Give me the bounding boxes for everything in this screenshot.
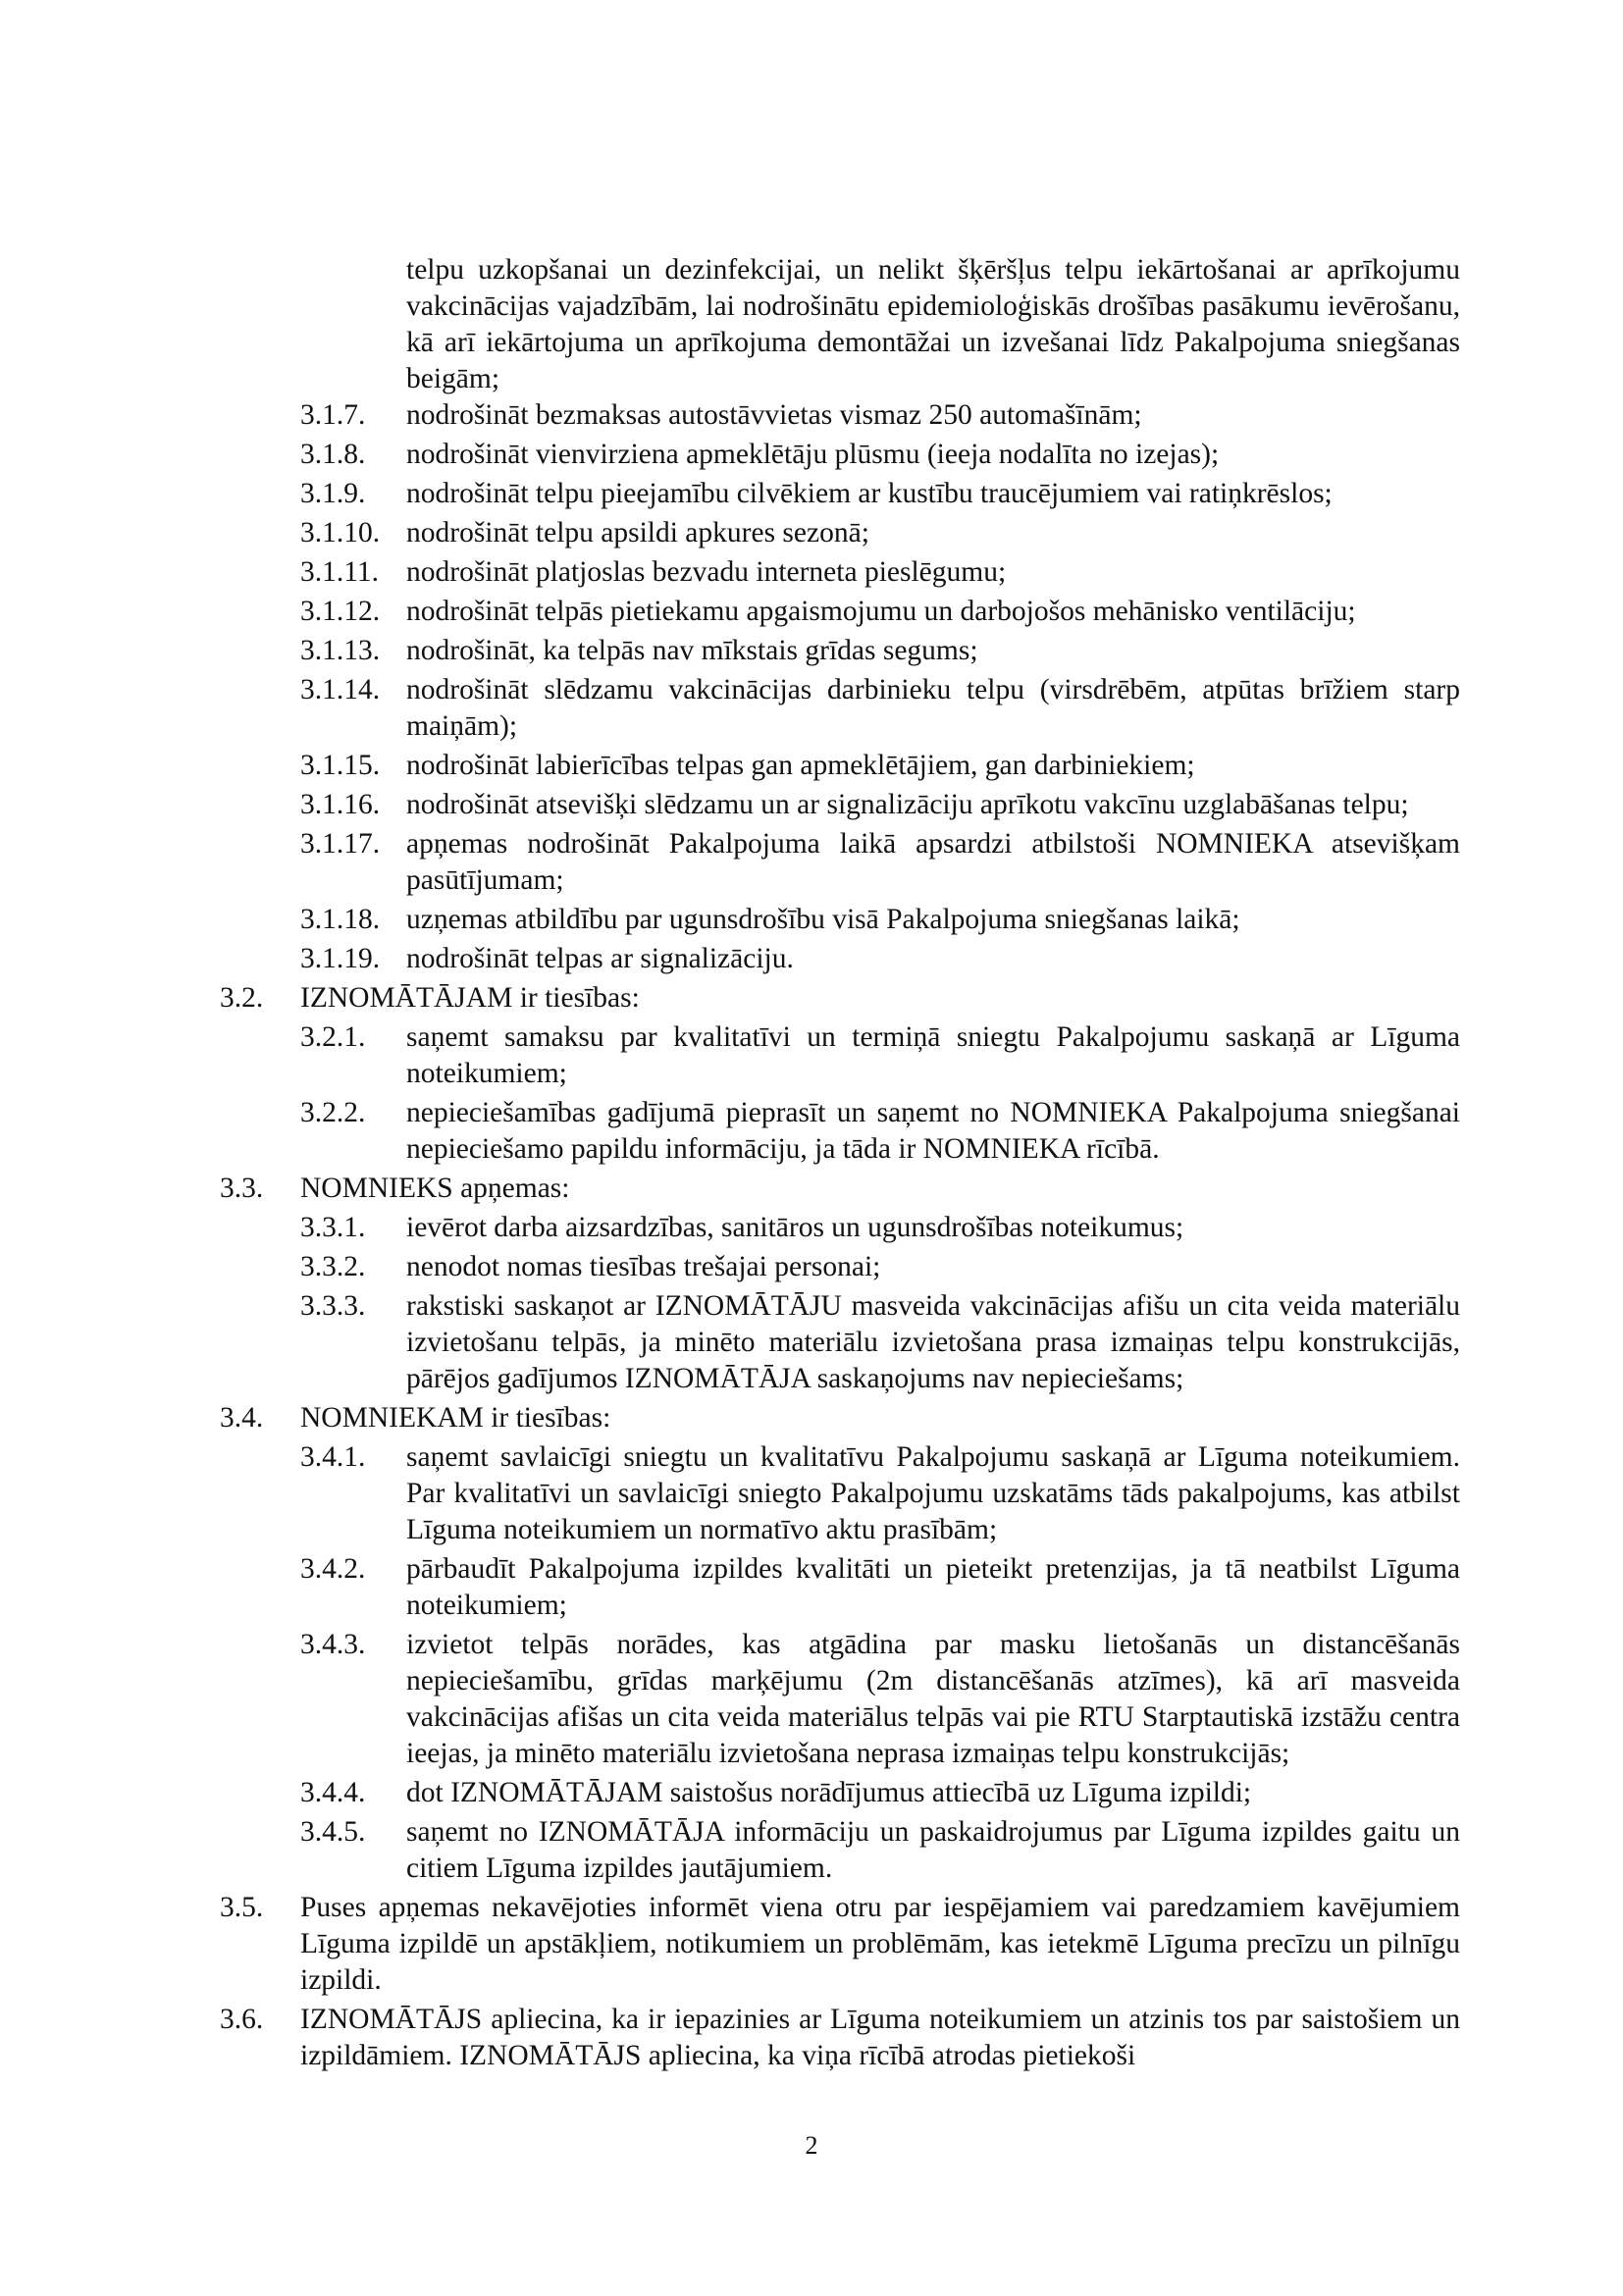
clause-item bbox=[220, 1890, 1460, 1999]
clause-item bbox=[220, 515, 1460, 551]
clause-item bbox=[220, 941, 1460, 977]
clause-number: 3.1.16. bbox=[300, 789, 381, 820]
clause-number: 3.1.8. bbox=[300, 439, 366, 470]
clause-item bbox=[220, 1171, 1460, 1207]
clause-text: pārbaudīt Pakalpojuma izpildes kvalitāti un pieteikt pretenzijas, ja tā neatbilst Līguma noteikumiem; bbox=[406, 1553, 1460, 1621]
clause-number: 3.5. bbox=[220, 1892, 264, 1923]
page-number: 2 bbox=[805, 2131, 818, 2160]
clause-item bbox=[220, 633, 1460, 669]
clause-number: 3.4. bbox=[220, 1402, 264, 1434]
clause-text: IZNOMĀTĀJS apliecina, ka ir iepazinies ar Līguma noteikumiem un atzinis tos par saistošiem un izpildāmiem. IZNOMĀTĀJS apliecina, ka viņa rīcībā atrodas pietiekoši bbox=[300, 2004, 1460, 2071]
clause-text: IZNOMĀTĀJAM ir tiesības: bbox=[300, 982, 640, 1014]
clause-text: nodrošināt telpās pietiekamu apgaismojumu un darbojošos mehānisko ventilāciju; bbox=[406, 596, 1356, 627]
clause-number: 3.1.13. bbox=[300, 635, 381, 666]
clause-text: saņemt no IZNOMĀTĀJA informāciju un paskaidrojumus par Līguma izpildes gaitu un citiem Līguma izpildes jautājumiem. bbox=[406, 1816, 1460, 1884]
clause-number: 3.1.17. bbox=[300, 828, 381, 860]
clause-text: nodrošināt slēdzamu vakcinācijas darbinieku telpu (virsdrēbēm, atpūtas brīžiem starp maiņām); bbox=[406, 674, 1460, 742]
clause-item bbox=[220, 1288, 1460, 1397]
clause-item bbox=[220, 476, 1460, 512]
clause-item bbox=[220, 1249, 1460, 1285]
clause-text: nodrošināt platjoslas bezvadu interneta pieslēgumu; bbox=[406, 556, 1007, 588]
clause-text: Puses apņemas nekavējoties informēt viena otru par iespējamiem vai paredzamiem kavējumiem Līguma izpildē un apstākļiem, notikumiem un problēmām, kas ietekmē Līguma precīzu un pilnīgu izpildi. bbox=[300, 1892, 1460, 1996]
clause-number: 3.3.1. bbox=[300, 1212, 366, 1243]
clause-number: 3.4.3. bbox=[300, 1629, 366, 1660]
clause-number: 3.1.19. bbox=[300, 943, 381, 974]
clause-number: 3.2.2. bbox=[300, 1097, 366, 1128]
clause-number: 3.1.11. bbox=[300, 556, 380, 588]
clause-item bbox=[220, 1814, 1460, 1887]
clause-text: saņemt samaksu par kvalitatīvi un termiņā sniegtu Pakalpojumu saskaņā ar Līguma noteikumiem; bbox=[406, 1021, 1460, 1089]
clause-text: nenodot nomas tiesības trešajai personai; bbox=[406, 1251, 881, 1282]
clause-text: apņemas nodrošināt Pakalpojuma laikā apsardzi atbilstoši NOMNIEKA atsevišķam pasūtījumam; bbox=[406, 828, 1460, 896]
clause-text: ievērot darba aizsardzības, sanitāros un ugunsdrošības noteikumus; bbox=[406, 1212, 1184, 1243]
clause-number: 3.4.5. bbox=[300, 1816, 366, 1848]
clause-item bbox=[220, 1775, 1460, 1811]
clause-item bbox=[220, 1095, 1460, 1168]
clause-item bbox=[220, 980, 1460, 1017]
clause-text: nodrošināt telpu pieejamību cilvēkiem ar kustību traucējumiem vai ratiņkrēslos; bbox=[406, 478, 1333, 509]
clause-item bbox=[220, 437, 1460, 473]
clause-text: saņemt savlaicīgi sniegtu un kvalitatīvu Pakalpojumu saskaņā ar Līguma noteikumiem. Par kvalitatīvi un savlaicīgi sniegto Pakalpojumu uzskatāms tāds pakalpojums, kas atbilst Līguma noteikumiem un normatīvo aktu prasībām; bbox=[406, 1441, 1460, 1545]
clause-item bbox=[220, 2002, 1460, 2074]
clause-number: 3.2.1. bbox=[300, 1021, 366, 1053]
clause-item bbox=[220, 902, 1460, 938]
clause-item bbox=[220, 826, 1460, 899]
clause-text: NOMNIEKS apņemas: bbox=[300, 1173, 570, 1204]
clause-text: nodrošināt atsevišķi slēdzamu un ar signalizāciju aprīkotu vakcīnu uzglabāšanas telpu; bbox=[406, 789, 1409, 820]
clause-number: 3.1.12. bbox=[300, 596, 381, 627]
clause-text: izvietot telpās norādes, kas atgādina par masku lietošanās un distancēšanās nepieciešamību, grīdas marķējumu (2m distancēšanās atzīmes), kā arī masveida vakcinācijas afišas un cita veida materiālus telpās vai pie RTU Starptautiskā izstāžu centra ieejas, ja minēto materiālu izvietošana neprasa izmaiņas telpu konstrukcijās; bbox=[406, 1629, 1460, 1769]
clause-number: 3.1.7. bbox=[300, 399, 366, 431]
clause-text: nodrošināt telpas ar signalizāciju. bbox=[406, 943, 794, 974]
clause-number: 3.1.10. bbox=[300, 517, 381, 548]
clause-text: nepieciešamības gadījumā pieprasīt un saņemt no NOMNIEKA Pakalpojuma sniegšanai nepieciešamo papildu informāciju, ja tāda ir NOMNIEKA rīcībā. bbox=[406, 1097, 1460, 1165]
clause-text: dot IZNOMĀTĀJAM saistošus norādījumus attiecībā uz Līguma izpildi; bbox=[406, 1777, 1252, 1808]
continuation-paragraph: telpu uzkopšanai un dezinfekcijai, un nelikt šķēršļus telpu iekārtošanai ar aprīkojumu vakcinācijas vajadzībām, lai nodrošinātu epidemioloģiskās drošības pasākumu ievērošanu, kā arī iekārtojuma un aprīkojuma demontāžai un izvešanai līdz Pakalpojuma sniegšanas beigām; bbox=[406, 254, 1460, 394]
clause-item bbox=[220, 594, 1460, 630]
clause-item bbox=[220, 1019, 1460, 1092]
clause-item bbox=[220, 748, 1460, 784]
clause-text: nodrošināt labierīcības telpas gan apmeklētājiem, gan darbiniekiem; bbox=[406, 750, 1195, 781]
clause-item bbox=[220, 1210, 1460, 1246]
clause-text: nodrošināt telpu apsildi apkures sezonā; bbox=[406, 517, 869, 548]
clause-item bbox=[220, 1439, 1460, 1548]
clause-item bbox=[220, 397, 1460, 434]
clause-number: 3.3. bbox=[220, 1173, 264, 1204]
clause-number: 3.4.1. bbox=[300, 1441, 366, 1473]
clause-number: 3.1.15. bbox=[300, 750, 381, 781]
clause-text: uzņemas atbildību par ugunsdrošību visā Pakalpojuma sniegšanas laikā; bbox=[406, 904, 1240, 935]
clause-text: nodrošināt bezmaksas autostāvvietas vismaz 250 automašīnām; bbox=[406, 399, 1142, 431]
clause-text: rakstiski saskaņot ar IZNOMĀTĀJU masveida vakcinācijas afišu un cita veida materiālu izvietošanu telpās, ja minēto materiālu izvietošana prasa izmaiņas telpu konstrukcijās, pārējos gadījumos IZNOMĀTĀJA saskaņojums nav nepieciešams; bbox=[406, 1290, 1460, 1394]
clause-item bbox=[220, 1627, 1460, 1772]
clause-number: 3.4.2. bbox=[300, 1553, 366, 1585]
clause-number: 3.1.9. bbox=[300, 478, 366, 509]
clause-number: 3.2. bbox=[220, 982, 264, 1014]
clause-list bbox=[220, 397, 1460, 2077]
clause-item bbox=[220, 554, 1460, 591]
clause-text: nodrošināt vienvirziena apmeklētāju plūsmu (ieeja nodalīta no izejas); bbox=[406, 439, 1220, 470]
clause-number: 3.6. bbox=[220, 2004, 264, 2035]
clause-text: nodrošināt, ka telpās nav mīkstais grīdas segums; bbox=[406, 635, 978, 666]
clause-number: 3.4.4. bbox=[300, 1777, 366, 1808]
clause-item bbox=[220, 1400, 1460, 1436]
clause-item bbox=[220, 672, 1460, 745]
clause-item bbox=[220, 787, 1460, 823]
clause-item bbox=[220, 1551, 1460, 1624]
clause-text: NOMNIEKAM ir tiesības: bbox=[300, 1402, 611, 1434]
clause-number: 3.1.18. bbox=[300, 904, 381, 935]
clause-number: 3.3.2. bbox=[300, 1251, 366, 1282]
clause-number: 3.1.14. bbox=[300, 674, 381, 705]
clause-number: 3.3.3. bbox=[300, 1290, 366, 1322]
